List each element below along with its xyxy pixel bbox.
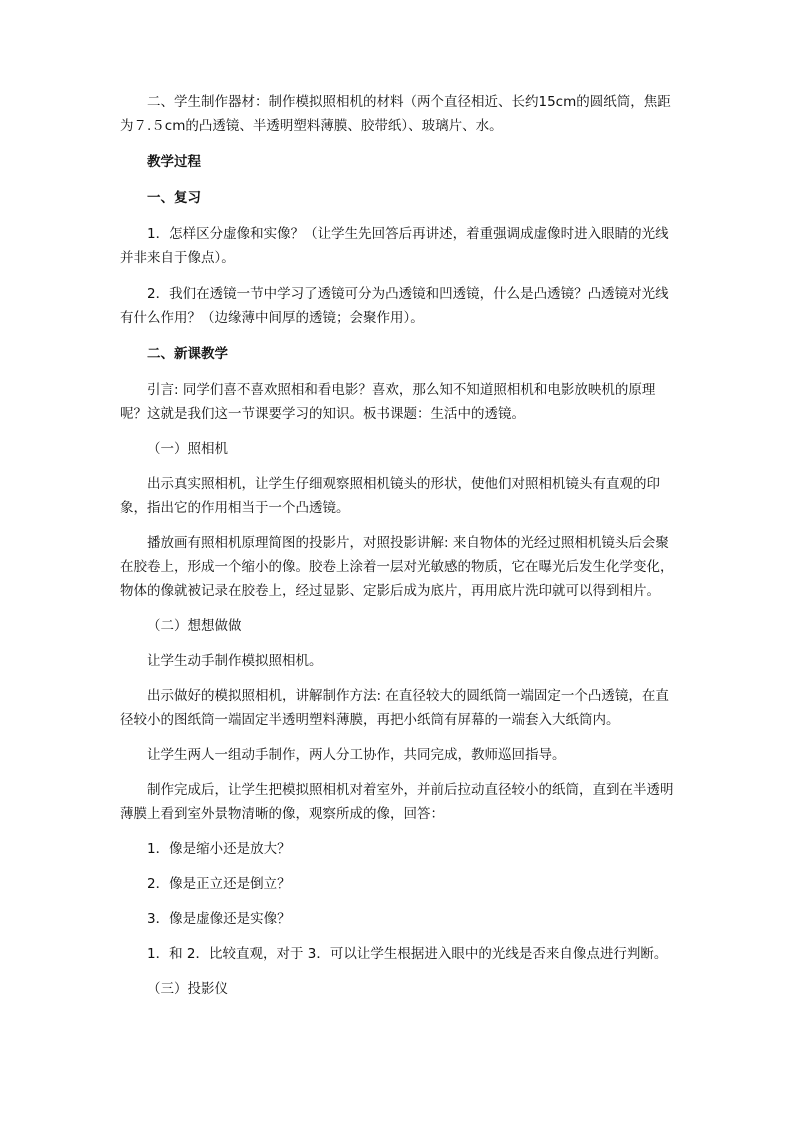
teaching-process-heading: 教学过程 [147,154,201,170]
camera-subheading: （一）照相机 [147,441,228,457]
question-1: 1．像是缩小还是放大？ [147,841,291,857]
group-work-paragraph: 让学生两人一组动手制作，两人分工协作，共同完成，教师巡回指导。 [147,747,566,763]
make-camera-paragraph: 让学生动手制作模拟照相机。 [147,653,323,669]
review-heading: 一、复习 [147,190,201,206]
try-it-subheading: （二）想想做做 [147,618,242,634]
introduction-paragraph: 引言: 同学们喜不喜欢照相和看电影？喜欢，那么知不知道照相机和电影放映机的原理呢？这就是我们这一节课要学习的知识。板书课题：生活中的透镜。 [120,382,656,422]
camera-principle-paragraph: 播放画有照相机原理简图的投影片，对照投影讲解: 来自物体的光经过照相机镜头后会聚在胶卷上，形成一个缩小的像。胶卷上涂着一层对光敏感的物质，它在曝光后发生化学变化，物体的像就被记录在胶卷上，经过显影、定影后成为底片，再用底片洗印就可以得到相片。 [120,535,674,599]
document-body [120,90,674,1001]
review-question-1: 1．怎样区分虚像和实像？（让学生先回答后再讲述，着重强调成虚像时进入眼睛的光线并非来自于像点）。 [120,226,669,266]
observation-paragraph: 制作完成后，让学生把模拟照相机对着室外，并前后拉动直径较小的纸筒，直到在半透明薄膜上看到室外景物清晰的像，观察所成的像，回答： [120,782,674,822]
question-3: 3．像是虚像还是实像？ [147,911,291,927]
materials-paragraph: 二、学生制作器材：制作模拟照相机的材料（两个直径相近、长约15cm的圆纸筒，焦距为７.５cm的凸透镜、半透明塑料薄膜、胶带纸）、玻璃片、水。 [120,94,671,134]
camera-show-paragraph: 出示真实照相机，让学生仔细观察照相机镜头的形状，使他们对照相机镜头有直观的印象，指出它的作用相当于一个凸透镜。 [120,476,660,516]
method-paragraph: 出示做好的模拟照相机，讲解制作方法: 在直径较大的圆纸筒一端固定一个凸透镜，在直径较小的图纸筒一端固定半透明塑料薄膜，再把小纸筒有屏幕的一端套入大纸筒内。 [120,688,669,728]
answer-note-paragraph: 1．和 2．比较直观，对于 3．可以让学生根据进入眼中的光线是否来自像点进行判断。 [147,946,668,962]
projector-subheading: （三）投影仪 [147,981,228,997]
new-lesson-heading: 二、新课教学 [147,346,228,362]
question-2: 2．像是正立还是倒立？ [147,876,291,892]
review-question-2: 2．我们在透镜一节中学习了透镜可分为凸透镜和凹透镜，什么是凸透镜？凸透镜对光线有什么作用？（边缘薄中间厚的透镜；会聚作用）。 [120,286,669,326]
